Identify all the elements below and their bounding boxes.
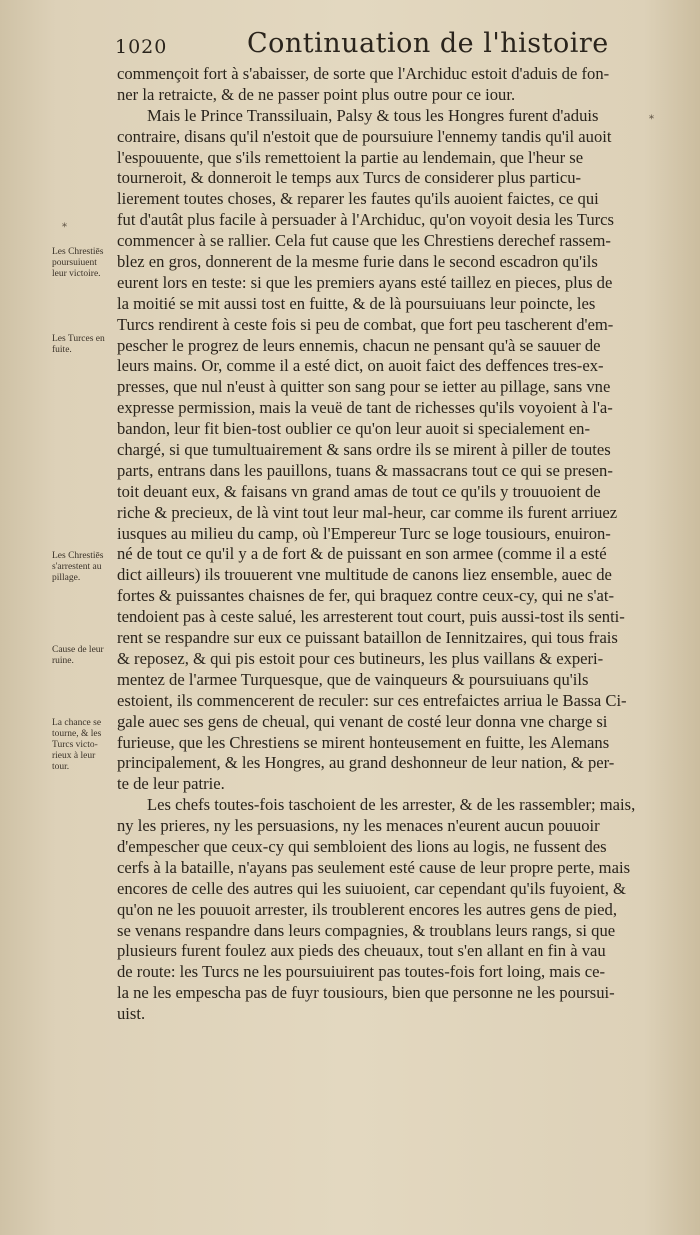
margin-note xyxy=(52,645,120,667)
text-line: Les chefs toutes-fois taschoient de les arrester, & de les rassembler; mais, xyxy=(147,795,636,815)
margin-note-line: fuite. xyxy=(52,345,72,355)
text-line: l'espouuente, que s'ils remettoient la partie au lendemain, que l'heur se xyxy=(117,147,584,167)
body-text xyxy=(117,64,653,1025)
margin-note-line: pillage. xyxy=(52,573,81,583)
text-line: furieuse, que les Chrestiens se mirent honteusement en fuitte, les Alemans xyxy=(117,732,610,752)
text-line: bandon, leur fit bien-tost oublier ce qu'on leur auoit si specialement en- xyxy=(117,419,591,439)
text-line: blez en gros, donnerent de la mesme furie dans le second escadron qu'ils xyxy=(117,252,598,272)
text-line: pescher le progrez de leurs ennemis, chacun ne pensant qu'à se sauuer de xyxy=(117,335,601,355)
text-line: expresse permission, mais la veuë de tant de richesses qu'ils voyoient à l'a- xyxy=(117,398,613,418)
text-line: la moitié se mit aussi tost en fuitte, & de là poursuiuans leur poincte, les xyxy=(117,293,596,313)
text-line: dict ailleurs) ils trouuerent vne multitude de canons liez ensemble, auec de xyxy=(117,565,612,585)
text-line: fortes & puissantes chaisnes de fer, qui braquez contre ceux-cy, qui ne s'at- xyxy=(117,586,615,606)
text-line: qu'on ne les pouuoit arrester, ils troublerent encores les autres gens de pied, xyxy=(117,899,617,919)
text-line: ny les prieres, ny les persuasions, ny les menaces n'eurent aucun pouuoir xyxy=(117,816,600,836)
margin-note xyxy=(52,247,120,280)
text-line: presses, que nul n'eust à quitter son sang pour se ietter au pillage, sans vne xyxy=(117,377,611,397)
page-header xyxy=(115,28,655,68)
text-line: eurent lors en teste: si que les premiers ayans esté taillez en pieces, plus de xyxy=(117,272,613,292)
text-line: commençoit fort à s'abaisser, de sorte que l'Archiduc estoit d'aduis de fon- xyxy=(117,64,610,83)
running-title: Continuation de l'histoire xyxy=(247,28,609,59)
text-line: parts, entrans dans les pauillons, tuans & massacrans tout ce qui se presen- xyxy=(117,460,613,480)
margin-note-line: Les Chrestiēs xyxy=(52,247,104,257)
text-line: riche & precieux, de là vint tout leur mal-heur, car comme ils furent arriuez xyxy=(117,502,618,522)
text-line: toit deuant eux, & faisans vn grand amas de tout ce qu'ils y trouuoient de xyxy=(117,481,601,501)
margin-note xyxy=(52,334,120,356)
margin-note-line: ruine. xyxy=(52,656,74,666)
text-line: principalement, & les Hongres, au grand deshonneur de leur nation, & per- xyxy=(117,753,615,773)
text-line: plusieurs furent foulez aux pieds des cheuaux, tout s'en allant en fin à vau xyxy=(117,941,606,961)
margin-note-line: tour. xyxy=(52,762,70,772)
margin-asterisk: * xyxy=(649,114,654,125)
text-line: rent se respandre sur eux ce puissant bataillon de Iennitzaires, qui tous frais xyxy=(117,628,618,648)
text-line: chargé, si que tumultuairement & sans ordre ils se mirent à piller de toutes xyxy=(117,440,611,460)
text-line: né de tout ce qu'il y a de fort & de puissant en son armee (comme il a esté xyxy=(117,544,607,564)
margin-note-line: leur victoire. xyxy=(52,269,101,279)
text-line: tourneroit, & donneroit le temps aux Turcs de considerer plus particu- xyxy=(117,168,582,188)
text-line: commencer à se rallier. Cela fut cause que les Chrestiens derechef rassem- xyxy=(117,231,611,251)
text-line: gale auec ses gens de cheual, qui venant de costé leur donna vne charge si xyxy=(117,711,608,731)
text-line: Turcs rendirent à ceste fois si peu de combat, que fort peu tascherent d'em- xyxy=(117,314,614,334)
text-line: se venans respandre dans leurs compagnies, & troublans leurs rangs, si que xyxy=(117,920,616,940)
text-line: d'empescher que ceux-cy qui sembloient des lions au logis, ne fussent des xyxy=(117,836,607,856)
margin-note-line: Les Chrestiēs xyxy=(52,551,104,561)
text-line: ner la retraicte, & de ne passer point plus outre pour ce iour. xyxy=(117,84,516,104)
text-line: tendoient pas à ceste salué, les arresterent tout court, puis aussi-tost ils senti- xyxy=(117,607,625,627)
margin-note-line: La chance se xyxy=(52,718,102,728)
page-number: 1020 xyxy=(115,36,168,58)
text-line: & reposez, & qui pis estoit pour ces butineurs, les plus vaillans & experi- xyxy=(117,648,604,668)
text-line: encores de celle des autres qui les suiuoient, car cependant qu'ils fuyoient, & xyxy=(117,878,626,898)
text-line: de route: les Turcs ne les poursuiuirent pas toutes-fois fort loing, mais ce- xyxy=(117,962,606,982)
text-line: uist. xyxy=(117,1004,146,1024)
text-line: estoient, ils commencerent de reculer: sur ces entrefaictes arriua le Bassa Ci- xyxy=(117,690,627,710)
margin-note xyxy=(52,718,120,773)
text-line: lierement toutes choses, & reparer les fautes qu'ils auoient faictes, ce qui xyxy=(117,189,599,209)
text-line: leurs mains. Or, comme il a esté dict, on auoit faict des deffences tres-ex- xyxy=(117,356,604,376)
text-line: la ne les empescha pas de fuyr tousiours, bien que personne ne les poursui- xyxy=(117,983,615,1003)
margin-note-line: poursuiuent xyxy=(52,258,97,268)
margin-note-line: rieux à leur xyxy=(52,751,96,761)
margin-asterisk: * xyxy=(62,222,67,233)
text-line: contraire, disans qu'il n'estoit que de poursuiure l'ennemy tandis qu'il auoit xyxy=(117,126,612,146)
margin-note xyxy=(52,551,120,584)
margin-note-line: tourne, & les xyxy=(52,729,102,739)
text-line: te de leur patrie. xyxy=(117,774,225,794)
margin-note-line: Turcs victo- xyxy=(52,740,98,750)
text-line: cerfs à la bataille, n'ayans pas seulement esté cause de leur propre perte, mais xyxy=(117,857,631,877)
text-line: mentez de l'armee Turquesque, que de vainqueurs & poursuiuans qu'ils xyxy=(117,669,589,689)
text-line: iusques au milieu du camp, où l'Empereur Turc se loge tousiours, enuiron- xyxy=(117,523,611,543)
margin-note-line: s'arrestent au xyxy=(52,562,102,572)
margin-note-line: Les Turces en xyxy=(52,334,105,344)
margin-note-line: Cause de leur xyxy=(52,645,104,655)
text-line: Mais le Prince Transsiluain, Palsy & tous les Hongres furent d'aduis xyxy=(147,105,599,125)
text-line: fut d'autât plus facile à persuader à l'Archiduc, qu'on voyoit desia les Turcs xyxy=(117,210,614,230)
